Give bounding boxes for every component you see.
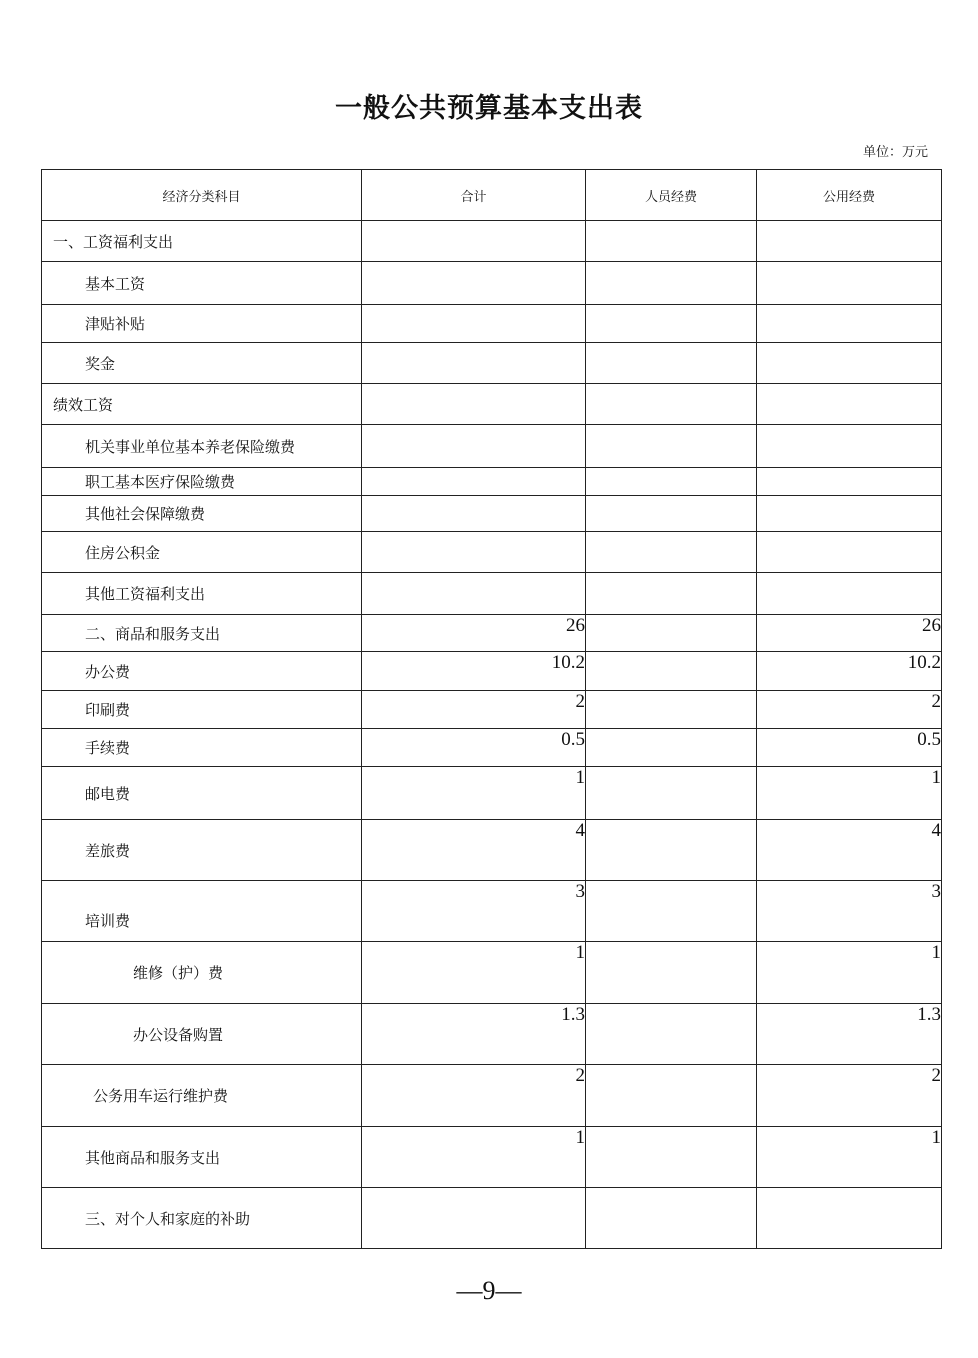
row-personnel (586, 1065, 757, 1127)
table-row (42, 221, 942, 262)
table-row (42, 1004, 942, 1065)
row-public (757, 468, 942, 496)
table-row (42, 729, 942, 767)
row-label: 奖金 (42, 343, 362, 384)
row-total (362, 305, 586, 343)
row-personnel (586, 767, 757, 820)
row-total (362, 573, 586, 615)
row-personnel (586, 1188, 757, 1249)
row-public (757, 496, 942, 532)
row-personnel (586, 384, 757, 425)
row-personnel (586, 1004, 757, 1065)
row-total: 1.3 (362, 1004, 586, 1065)
row-personnel (586, 615, 757, 652)
row-total (362, 262, 586, 305)
table-row (42, 942, 942, 1004)
table-row (42, 384, 942, 425)
table-row (42, 496, 942, 532)
table-row (42, 262, 942, 305)
row-label: 邮电费 (42, 767, 362, 820)
row-label: 一、工资福利支出 (42, 221, 362, 262)
table-row (42, 573, 942, 615)
row-label: 差旅费 (42, 820, 362, 881)
row-personnel (586, 532, 757, 573)
row-label: 其他社会保障缴费 (42, 496, 362, 532)
row-total: 0.5 (362, 729, 586, 767)
row-public (757, 573, 942, 615)
row-personnel (586, 425, 757, 468)
header-row (42, 170, 942, 221)
row-label: 其他工资福利支出 (42, 573, 362, 615)
header-total: 合计 (362, 170, 586, 221)
row-label: 公务用车运行维护费 (42, 1065, 362, 1127)
row-personnel (586, 305, 757, 343)
row-total (362, 496, 586, 532)
row-label: 绩效工资 (42, 384, 362, 425)
row-total (362, 532, 586, 573)
row-total: 4 (362, 820, 586, 881)
row-personnel (586, 881, 757, 942)
row-public: 10.2 (757, 652, 942, 691)
row-public (757, 343, 942, 384)
row-public: 26 (757, 615, 942, 652)
table-row (42, 1188, 942, 1249)
row-personnel (586, 573, 757, 615)
row-public: 1.3 (757, 1004, 942, 1065)
row-label: 职工基本医疗保险缴费 (42, 468, 362, 496)
row-total (362, 425, 586, 468)
row-label: 住房公积金 (42, 532, 362, 573)
row-public: 2 (757, 691, 942, 729)
row-label: 基本工资 (42, 262, 362, 305)
row-public (757, 221, 942, 262)
row-total: 10.2 (362, 652, 586, 691)
row-label: 培训费 (42, 881, 362, 942)
row-personnel (586, 343, 757, 384)
header-category: 经济分类科目 (42, 170, 362, 221)
row-public (757, 305, 942, 343)
page-number: —9— (456, 1276, 522, 1305)
row-total: 2 (362, 1065, 586, 1127)
table-row (42, 532, 942, 573)
row-public: 1 (757, 767, 942, 820)
header-personnel: 人员经费 (586, 170, 757, 221)
row-label: 三、对个人和家庭的补助 (42, 1188, 362, 1249)
table-row (42, 652, 942, 691)
row-label: 津贴补贴 (42, 305, 362, 343)
row-personnel (586, 221, 757, 262)
row-personnel (586, 691, 757, 729)
row-public (757, 425, 942, 468)
row-total (362, 384, 586, 425)
row-total (362, 468, 586, 496)
table-row (42, 468, 942, 496)
row-total: 1 (362, 942, 586, 1004)
budget-table (41, 169, 942, 1249)
row-total (362, 221, 586, 262)
row-label: 维修（护）费 (42, 942, 362, 1004)
table-row (42, 425, 942, 468)
row-public: 1 (757, 942, 942, 1004)
table-row (42, 767, 942, 820)
row-label: 办公设备购置 (42, 1004, 362, 1065)
page-title: 一般公共预算基本支出表 (335, 93, 643, 124)
row-personnel (586, 1127, 757, 1188)
table-row (42, 881, 942, 942)
unit-label: 单位：万元 (862, 145, 928, 160)
row-total: 3 (362, 881, 586, 942)
row-public (757, 1188, 942, 1249)
table-row (42, 820, 942, 881)
row-personnel (586, 468, 757, 496)
row-public: 0.5 (757, 729, 942, 767)
row-public: 3 (757, 881, 942, 942)
row-personnel (586, 729, 757, 767)
table-row (42, 1065, 942, 1127)
table-row (42, 343, 942, 384)
row-public: 1 (757, 1127, 942, 1188)
row-label: 办公费 (42, 652, 362, 691)
row-label: 机关事业单位基本养老保险缴费 (42, 425, 362, 468)
row-total: 1 (362, 767, 586, 820)
table-row (42, 615, 942, 652)
row-total: 26 (362, 615, 586, 652)
row-label: 印刷费 (42, 691, 362, 729)
row-total (362, 343, 586, 384)
row-public (757, 384, 942, 425)
row-personnel (586, 496, 757, 532)
row-public (757, 532, 942, 573)
row-personnel (586, 820, 757, 881)
header-public: 公用经费 (757, 170, 942, 221)
row-label: 其他商品和服务支出 (42, 1127, 362, 1188)
table-row (42, 691, 942, 729)
table-row (42, 1127, 942, 1188)
row-label: 二、商品和服务支出 (42, 615, 362, 652)
row-total: 2 (362, 691, 586, 729)
row-total: 1 (362, 1127, 586, 1188)
row-public: 4 (757, 820, 942, 881)
row-public (757, 262, 942, 305)
row-label: 手续费 (42, 729, 362, 767)
table-row (42, 305, 942, 343)
row-personnel (586, 652, 757, 691)
row-personnel (586, 262, 757, 305)
row-personnel (586, 942, 757, 1004)
row-public: 2 (757, 1065, 942, 1127)
row-total (362, 1188, 586, 1249)
